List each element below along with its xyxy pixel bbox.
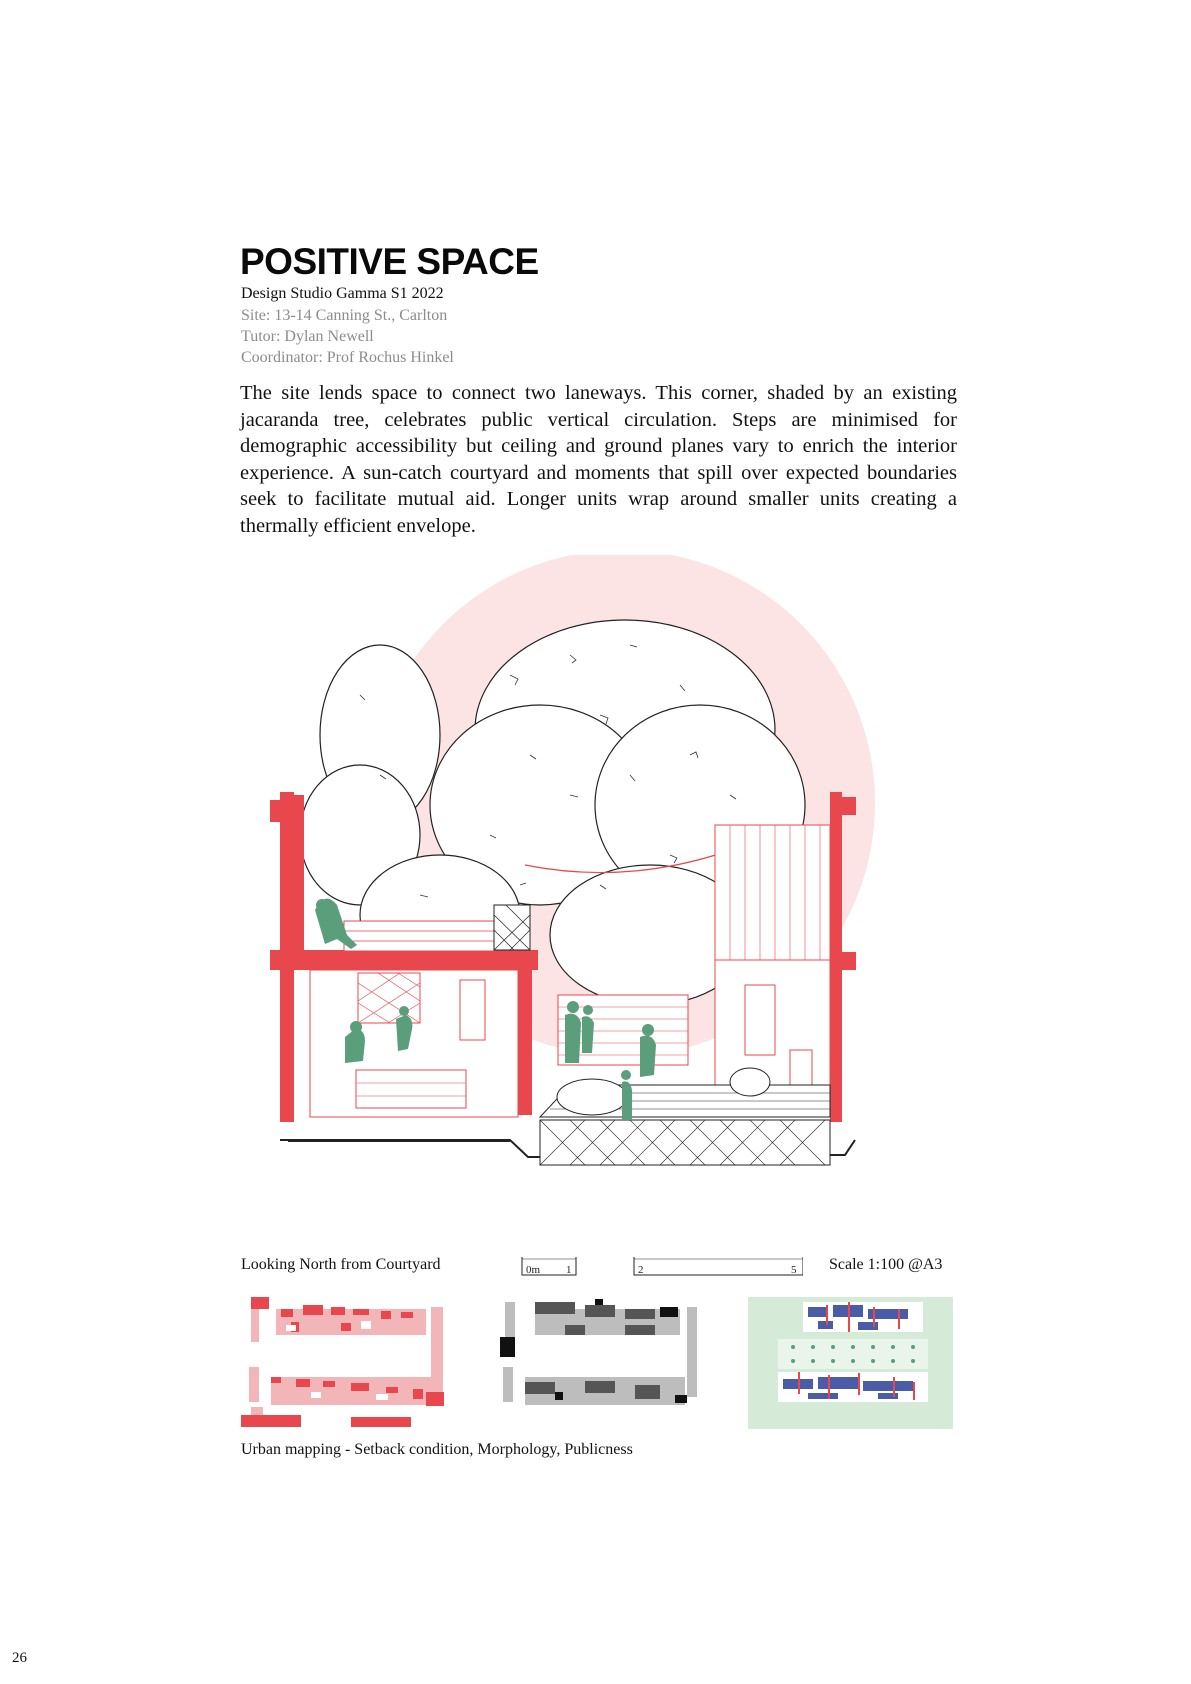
scale-label-2: 2 [638,1264,644,1276]
scale-label-1: 1 [566,1264,572,1276]
scale-label-0: 0m [526,1264,541,1276]
map-setback [241,1297,446,1429]
maps-caption: Urban mapping - Setback condition, Morphology, Publicness [241,1441,633,1458]
tutor-label: Tutor: Dylan Newell [241,328,374,345]
scale-label-5: 5 [791,1264,797,1276]
studio-label: Design Studio Gamma S1 2022 [241,285,444,302]
scale-bar [518,1255,803,1277]
section-caption: Looking North from Courtyard [241,1256,441,1273]
page-number: 26 [12,1650,27,1666]
description-paragraph: The site lends space to connect two laneways. This corner, shaded by an existing jacaranda tree, celebrates public vertical circulation. Steps are minimised for demographic accessibility but ceiling and ground planes vary to enrich the interior experience. A sun-catch courtyard and moments that spill over expected boundaries seek to facilitate mutual aid. Longer units wrap around smaller units creating a thermally efficient envelope. [240,382,957,537]
map-morphology [495,1297,700,1429]
map-publicness [748,1297,953,1429]
scale-text: Scale 1:100 @A3 [829,1256,943,1273]
coordinator-label: Coordinator: Prof Rochus Hinkel [241,349,454,366]
page-title: POSITIVE SPACE [240,241,539,282]
site-label: Site: 13-14 Canning St., Carlton [241,307,448,324]
section-drawing [270,555,940,1245]
